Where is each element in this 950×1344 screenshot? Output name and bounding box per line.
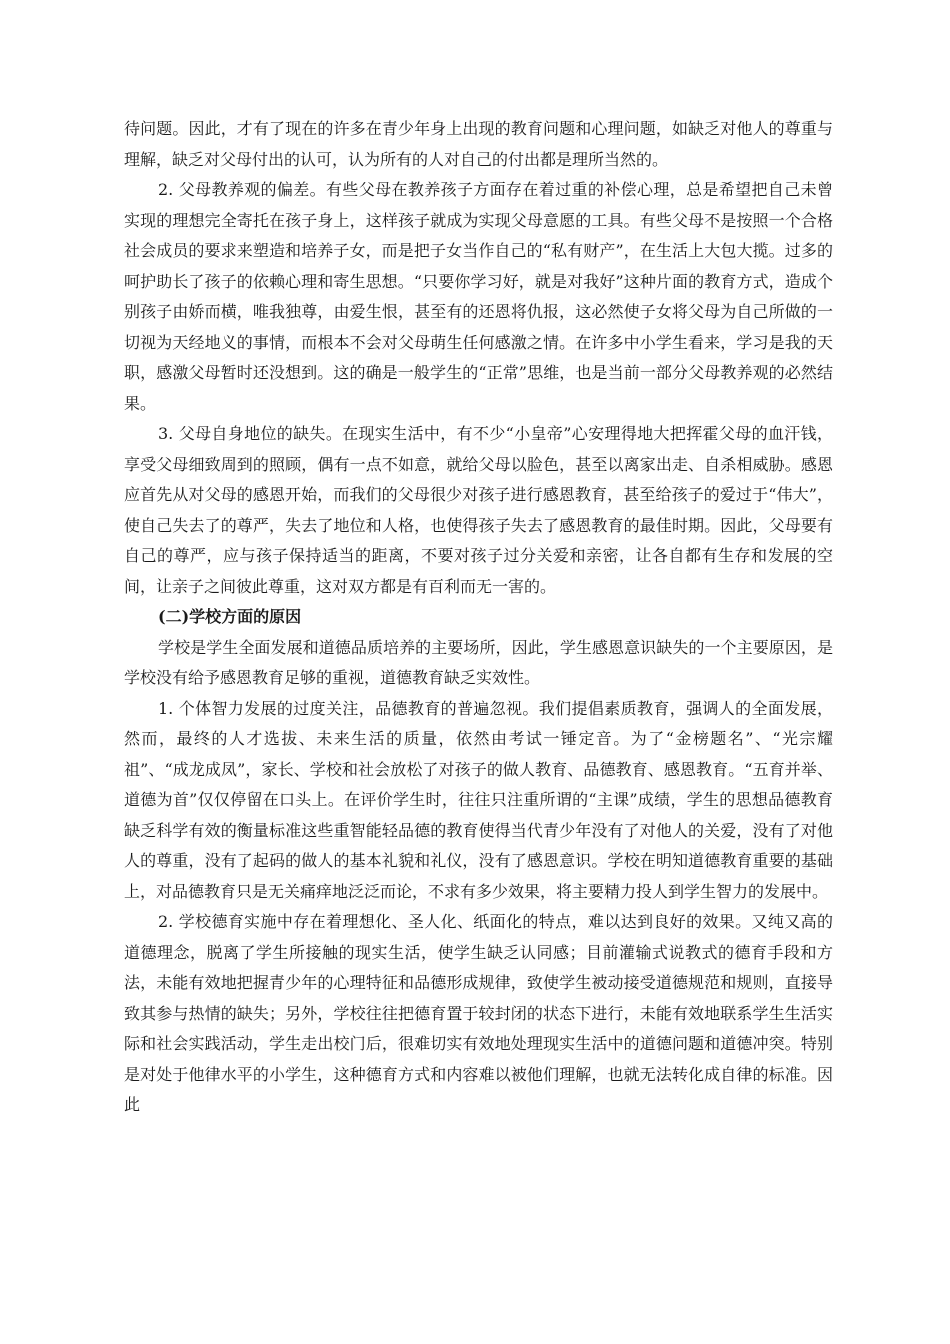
paragraph-parent-view-bias: 2. 父母教养观的偏差。有些父母在教养孩子方面存在着过重的补偿心理，总是希望把自己未曾实现的理想完全寄托在孩子身上，这样孩子就成为实现父母意愿的工具。有些父母不是按照一个合格社会成员的要求来塑造和培养子女，而是把子女当作自己的“私有财产”，在生活上大包大揽。过多的呵护助长了孩子的依赖心理和寄生思想。“只要你学习好，就是对我好”这种片面的教育方式，造成个别孩子由娇而横，唯我独尊，由爱生恨，甚至有的还恩将仇报，这必然使子女将父母为自己所做的一切视为天经地义的事情，而根本不会对父母萌生任何感激之情。在许多中小学生看来，学习是我的天职，感激父母暂时还没想到。这的确是一般学生的“正常”思维，也是当前一部分父母教养观的必然结果。: [124, 180, 833, 413]
paragraph-intellect-focus: 1. 个体智力发展的过度关注，品德教育的普遍忽视。我们提倡素质教育，强调人的全面发展，然而，最终的人才选拔、未来生活的质量，依然由考试一锤定音。为了“金榜题名”、“光宗耀祖”、“成龙成凤”，家长、学校和社会放松了对孩子的做人教育、品德教育、感恩教育。“五育并举、道德为首”仅仅停留在口头上。在评价学生时，往往只注重所谓的“主课”成绩，学生的思想品德教育缺乏科学有效的衡量标准这些重智能轻品德的教育使得当代青少年没有了对他人的关爱，没有了对他人的尊重，没有了起码的做人的基本礼貌和礼仪，没有了感恩意识。学校在明知道德教育重要的基础上，对品德教育只是无关痛痒地泛泛而论，不求有多少效果，将主要精力投人到学生智力的发展中。: [124, 698, 833, 901]
paragraph-moral-education: 2. 学校德育实施中存在着理想化、圣人化、纸面化的特点，难以达到良好的效果。又纯又高的道德理念，脱离了学生所接触的现实生活，使学生缺乏认同感；目前灌输式说教式的德育手段和方法，未能有效地把握青少年的心理特征和品德形成规律，致使学生被动接受道德规范和规则，直接导致其参与热情的缺失；另外，学校往往把德育置于较封闭的状态下进行，未能有效地联系学生生活实际和社会实践活动，学生走出校门后，很难切实有效地处理现实生活中的道德问题和道德冲突。特别是对处于他律水平的小学生，这种德育方式和内容难以被他们理解，也就无法转化成自律的标准。因此: [124, 912, 833, 1114]
section-heading-school: (二)学校方面的原因: [158, 607, 302, 626]
paragraph-school-intro: 学校是学生全面发展和道德品质培养的主要场所，因此，学生感恩意识缺失的一个主要原因，是学校没有给予感恩教育足够的重视，道德教育缺乏实效性。: [124, 637, 833, 687]
paragraph-parent-status: 3. 父母自身地位的缺失。在现实生活中，有不少“小皇帝”心安理得地大把挥霍父母的血汗钱，享受父母细致周到的照顾，偶有一点不如意，就给父母以脸色，甚至以离家出走、自杀相威胁。感恩应首先从对父母的感恩开始，而我们的父母很少对孩子进行感恩教育，甚至给孩子的爱过于“伟大”，使自己失去了的尊严，失去了地位和人格，也使得孩子失去了感恩教育的最佳时期。因此，父母要有自己的尊严，应与孩子保持适当的距离，不要对孩子过分关爱和亲密，让各自都有生存和发展的空间，让亲子之间彼此尊重，这对双方都是有百利而无一害的。: [124, 424, 833, 596]
paragraph-continued: 待问题。因此，才有了现在的许多在青少年身上出现的教育问题和心理问题，如缺乏对他人的尊重与理解，缺乏对父母付出的认可，认为所有的人对自己的付出都是理所当然的。: [124, 119, 833, 169]
document-page: [124, 114, 833, 1121]
